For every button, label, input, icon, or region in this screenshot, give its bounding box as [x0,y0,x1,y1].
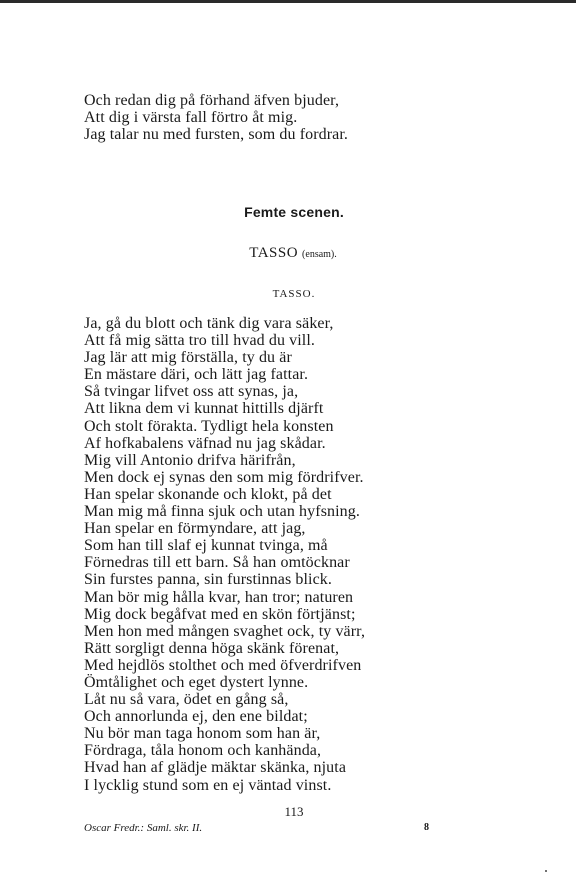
verse-line: Ja, gå du blott och tänk dig vara säker, [84,315,334,332]
verse-line: Man mig må finna sjuk och utan hyfsning. [84,503,360,521]
verse-line: Som han till slaf ej kunnat tvinga, må [84,537,328,555]
verse-line: Att dig i värsta fall förtro åt mig. [84,109,298,127]
verse-line: Och stolt förakta. Tydligt hela konsten [84,417,334,435]
verse-line: Och redan dig på förhand äfven bjuder, [84,92,340,109]
verse-line: Men dock ej synas den som mig fördrifver. [84,468,364,486]
verse-line: Mig vill Antonio drifva härifrån, [84,451,296,469]
verse-line: Man bör mig hålla kvar, han tror; naturen [84,588,354,606]
verse-line: Låt nu så vara, ödet en gång så, [84,691,289,709]
verse-line: I lycklig stund som en ej väntad vinst. [84,776,332,794]
stage-direction: (ensam). [302,249,337,260]
verse-line: Sin furstes panna, sin furstinnas blick. [84,571,332,589]
verse-line: Att få mig sätta tro till hvad du vill. [84,332,315,350]
verse-line: Fördraga, tåla honom och kanhända, [84,742,322,760]
scan-speck [545,870,547,872]
verse-line: Han spelar skonande och klokt, på det [84,485,332,503]
verse-line: En mästare däri, och lätt jag fattar. [84,366,309,384]
signature-mark: 8 [424,822,429,833]
top-border-rule [0,0,576,3]
verse-line: Hvad han af glädje mäktar skänka, njuta [84,759,347,777]
verse-line: Och annorlunda ej, den ene bildat; [84,708,308,726]
verse-line: Men hon med mången svaghet ock, ty värr, [84,622,366,640]
verse-line: Så tvingar lifvet oss att synas, ja, [84,383,299,401]
verse-line: Med hejdlös stolthet och med öfverdrifven [84,656,362,674]
verse-block-previous-scene [84,92,348,143]
verse-line: Rätt sorgligt denna höga skänk förenat, [84,639,340,657]
verse-line: Af hofkabalens väfnad nu jag skådar. [84,434,326,452]
verse-line: Ömtålighet och eget dystert lynne. [84,673,309,691]
scene-title: Femte scenen. [244,204,344,220]
verse-block-monologue [84,315,365,794]
verse-line: Att likna dem vi kunnat hittills djärft [84,400,324,418]
verse-line: Förnedras till ett barn. Så han omtöcknar [84,554,350,572]
verse-line: Nu bör man taga honom som han är, [84,725,321,743]
verse-line: Han spelar en förmyndare, att jag, [84,520,306,538]
character-list [0,244,576,262]
speaker-name: TASSO. [272,288,316,300]
verse-line: Jag talar nu med fursten, som du fordrar. [84,126,349,144]
character-name: TASSO [249,245,299,261]
printer-signature: Oscar Fredr.: Saml. skr. II. [84,822,203,834]
page-number: 113 [284,804,304,819]
verse-line: Mig dock begåfvat med en skön förtjänst; [84,605,356,623]
verse-line: Jag lär att mig förställa, ty du är [84,349,292,367]
